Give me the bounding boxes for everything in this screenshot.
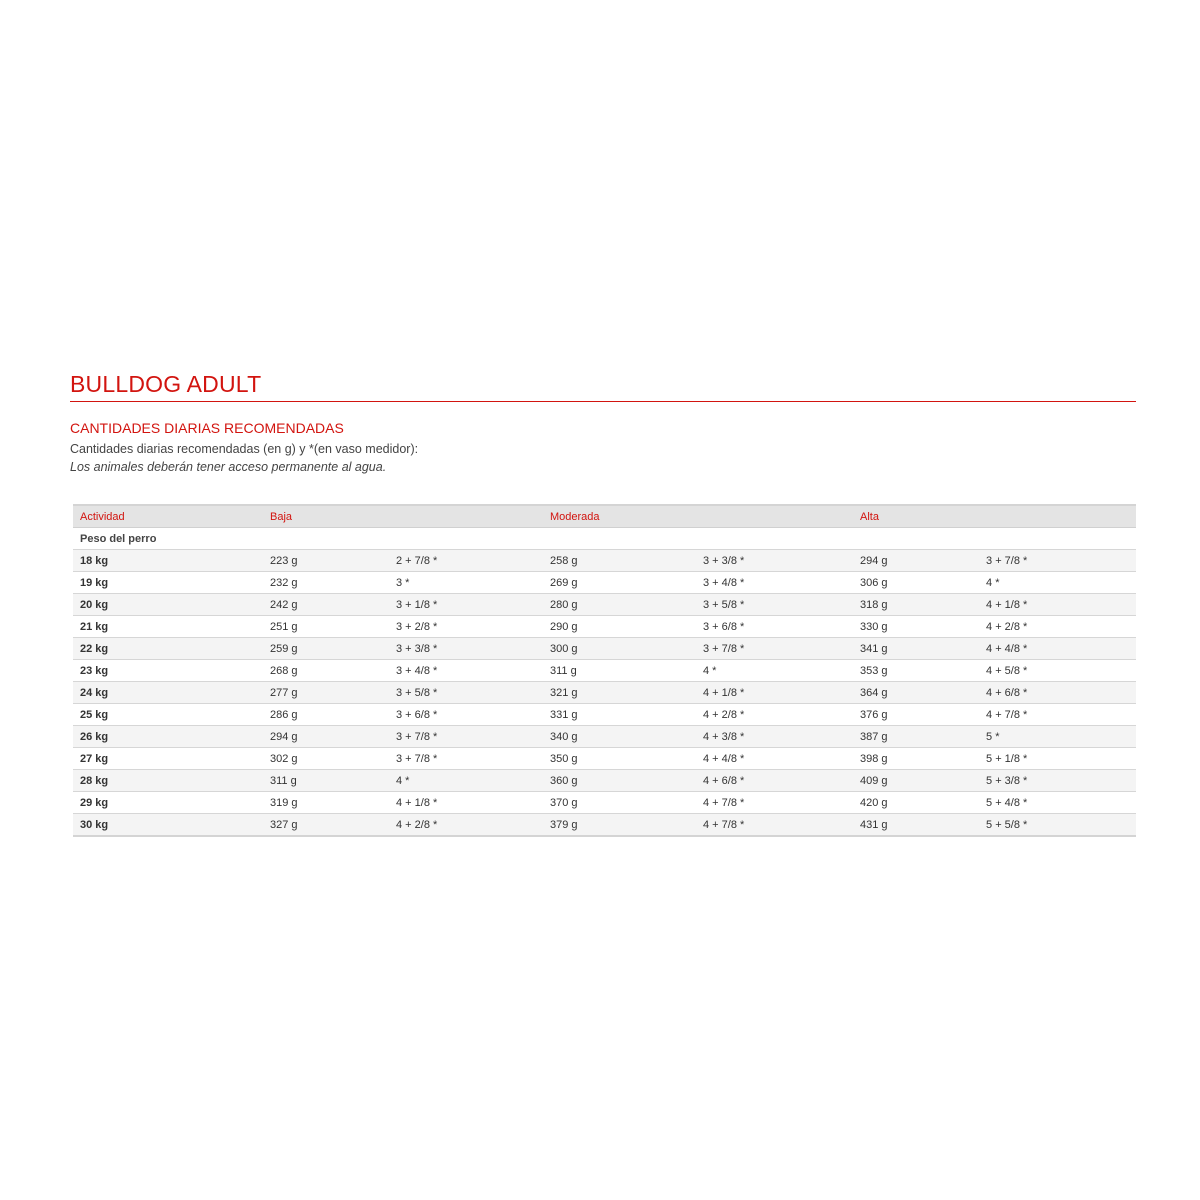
activity-header-row [73,506,1136,528]
moderate-grams-cell: 379 g [543,814,696,836]
high-cups-cell: 4 + 4/8 * [979,638,1136,660]
low-grams-cell: 232 g [263,572,389,594]
moderate-cups-cell: 4 + 1/8 * [696,682,853,704]
weight-cell: 24 kg [73,682,263,704]
low-cups-cell: 3 + 5/8 * [389,682,543,704]
low-grams-cell: 302 g [263,748,389,770]
high-grams-cell: 294 g [853,550,979,572]
table-row [73,814,1136,836]
activity-low: Baja [263,506,543,528]
low-grams-cell: 251 g [263,616,389,638]
high-cups-cell: 4 + 2/8 * [979,616,1136,638]
high-grams-cell: 387 g [853,726,979,748]
high-grams-cell: 376 g [853,704,979,726]
moderate-cups-cell: 4 * [696,660,853,682]
intro-text: Cantidades diarias recomendadas (en g) y *(en vaso medidor): [70,442,419,456]
moderate-grams-cell: 290 g [543,616,696,638]
high-cups-cell: 5 * [979,726,1136,748]
high-grams-cell: 341 g [853,638,979,660]
table-row [73,616,1136,638]
water-note: Los animales deberán tener acceso permanente al agua. [70,460,387,474]
moderate-cups-cell: 3 + 6/8 * [696,616,853,638]
high-cups-cell: 4 + 6/8 * [979,682,1136,704]
weight-cell: 29 kg [73,792,263,814]
moderate-cups-cell: 3 + 4/8 * [696,572,853,594]
weight-label: Peso del perro [73,528,263,550]
low-grams-cell: 286 g [263,704,389,726]
high-grams-cell: 364 g [853,682,979,704]
high-grams-cell: 353 g [853,660,979,682]
table-row [73,660,1136,682]
weight-header-row [73,528,1136,550]
section-heading: CANTIDADES DIARIAS RECOMENDADAS [70,420,344,436]
feeding-table-body [73,528,1136,836]
high-cups-cell: 4 + 5/8 * [979,660,1136,682]
low-grams-cell: 294 g [263,726,389,748]
activity-label: Actividad [73,506,263,528]
high-cups-cell: 5 + 4/8 * [979,792,1136,814]
weight-cell: 18 kg [73,550,263,572]
moderate-cups-cell: 3 + 3/8 * [696,550,853,572]
low-grams-cell: 259 g [263,638,389,660]
table-row [73,748,1136,770]
low-grams-cell: 223 g [263,550,389,572]
moderate-cups-cell: 4 + 4/8 * [696,748,853,770]
moderate-grams-cell: 350 g [543,748,696,770]
table-row [73,792,1136,814]
high-grams-cell: 409 g [853,770,979,792]
moderate-grams-cell: 331 g [543,704,696,726]
low-cups-cell: 3 + 7/8 * [389,726,543,748]
moderate-grams-cell: 360 g [543,770,696,792]
high-grams-cell: 318 g [853,594,979,616]
moderate-cups-cell: 4 + 7/8 * [696,792,853,814]
table-row [73,726,1136,748]
high-cups-cell: 4 * [979,572,1136,594]
activity-high: Alta [853,506,1136,528]
moderate-cups-cell: 4 + 7/8 * [696,814,853,836]
weight-cell: 30 kg [73,814,263,836]
table-row [73,682,1136,704]
low-cups-cell: 3 + 6/8 * [389,704,543,726]
low-cups-cell: 3 * [389,572,543,594]
feeding-table [73,506,1136,835]
low-cups-cell: 3 + 7/8 * [389,748,543,770]
moderate-grams-cell: 321 g [543,682,696,704]
high-grams-cell: 398 g [853,748,979,770]
high-grams-cell: 330 g [853,616,979,638]
low-grams-cell: 319 g [263,792,389,814]
high-cups-cell: 4 + 7/8 * [979,704,1136,726]
low-grams-cell: 327 g [263,814,389,836]
weight-cell: 22 kg [73,638,263,660]
moderate-grams-cell: 258 g [543,550,696,572]
low-cups-cell: 4 * [389,770,543,792]
high-cups-cell: 5 + 1/8 * [979,748,1136,770]
moderate-cups-cell: 3 + 5/8 * [696,594,853,616]
low-cups-cell: 3 + 3/8 * [389,638,543,660]
weight-cell: 21 kg [73,616,263,638]
low-cups-cell: 3 + 1/8 * [389,594,543,616]
table-row [73,704,1136,726]
low-cups-cell: 3 + 4/8 * [389,660,543,682]
high-grams-cell: 431 g [853,814,979,836]
table-row [73,638,1136,660]
moderate-cups-cell: 4 + 3/8 * [696,726,853,748]
low-cups-cell: 4 + 2/8 * [389,814,543,836]
moderate-grams-cell: 370 g [543,792,696,814]
table-row [73,594,1136,616]
high-cups-cell: 4 + 1/8 * [979,594,1136,616]
table-row [73,770,1136,792]
moderate-cups-cell: 4 + 6/8 * [696,770,853,792]
high-grams-cell: 306 g [853,572,979,594]
high-cups-cell: 5 + 3/8 * [979,770,1136,792]
low-grams-cell: 311 g [263,770,389,792]
low-grams-cell: 242 g [263,594,389,616]
weight-cell: 20 kg [73,594,263,616]
moderate-grams-cell: 300 g [543,638,696,660]
low-grams-cell: 268 g [263,660,389,682]
low-cups-cell: 2 + 7/8 * [389,550,543,572]
moderate-cups-cell: 4 + 2/8 * [696,704,853,726]
weight-cell: 25 kg [73,704,263,726]
low-cups-cell: 4 + 1/8 * [389,792,543,814]
high-cups-cell: 5 + 5/8 * [979,814,1136,836]
weight-cell: 27 kg [73,748,263,770]
weight-cell: 19 kg [73,572,263,594]
moderate-grams-cell: 280 g [543,594,696,616]
feeding-guide [70,370,1136,837]
table-row [73,572,1136,594]
moderate-grams-cell: 269 g [543,572,696,594]
activity-moderate: Moderada [543,506,853,528]
low-cups-cell: 3 + 2/8 * [389,616,543,638]
high-grams-cell: 420 g [853,792,979,814]
weight-cell: 26 kg [73,726,263,748]
table-row [73,550,1136,572]
feeding-table-container [73,504,1136,837]
moderate-cups-cell: 3 + 7/8 * [696,638,853,660]
weight-cell: 23 kg [73,660,263,682]
low-grams-cell: 277 g [263,682,389,704]
title-divider [70,401,1136,402]
weight-cell: 28 kg [73,770,263,792]
product-title: BULLDOG ADULT [70,371,262,397]
high-cups-cell: 3 + 7/8 * [979,550,1136,572]
moderate-grams-cell: 340 g [543,726,696,748]
moderate-grams-cell: 311 g [543,660,696,682]
